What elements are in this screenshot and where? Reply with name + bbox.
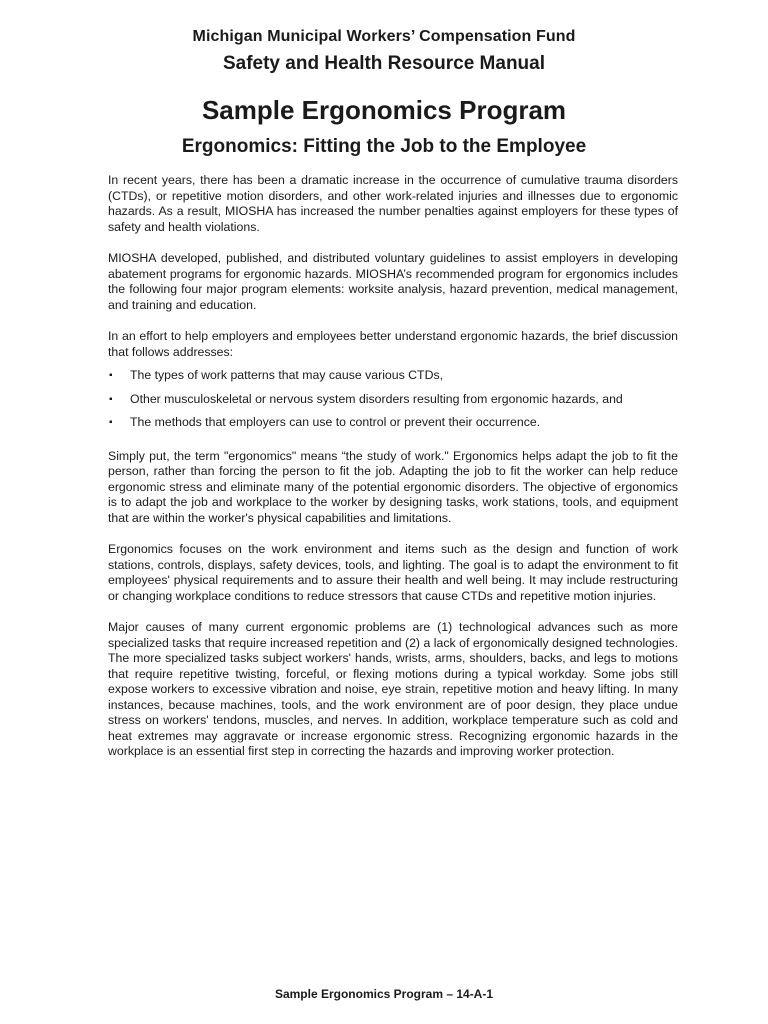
header-organization: Michigan Municipal Workers’ Compensation Fund bbox=[192, 28, 576, 45]
header-manual-title: Safety and Health Resource Manual bbox=[222, 53, 546, 74]
list-item-text: The types of work patterns that may cause various CTDs, bbox=[130, 368, 444, 382]
list-item bbox=[108, 368, 678, 384]
paragraph-major-causes: Major causes of many current ergonomic problems are (1) technological advances such as more specialized tasks that require increased repetition and (2) a lack of ergonomically designed technologies. The more specialized tasks subject workers' hands, wrists, arms, shoulders, backs, and legs to motions that require repetitive twisting, forceful, or flexing motions during a typical workday. Some jobs still expose workers to excessive vibration and noise, eye strain, repetitive motion and heavy lifting. In many instances, because machines, tools, and the work environment are of poor design, they place undue stress on workers' tendons, muscles, and nerves. In addition, workplace temperature such as cold and heat extremes may aggravate or increase ergonomic stress. Recognizing ergonomic hazards in the workplace is an essential first step in correcting the hazards and improving worker protection. bbox=[108, 620, 678, 758]
bullet-list bbox=[108, 368, 678, 431]
bullet-marker: ▪ bbox=[109, 370, 113, 381]
paragraph-miosha-guidelines: MIOSHA developed, published, and distributed voluntary guidelines to assist employers in developing abatement programs for ergonomic hazards. MIOSHA’s recommended program for ergonomics includes the following four major program elements: worksite analysis, hazard prevention, medical management, and training and education. bbox=[108, 251, 678, 312]
paragraph-intro: In recent years, there has been a dramatic increase in the occurrence of cumulative trauma disorders (CTDs), or repetitive motion disorders, and other work-related injuries and illnesses due to ergonomic hazards. As a result, MIOSHA has increased the number penalties against employers for these types of safety and health violations. bbox=[108, 173, 678, 234]
list-item-text: The methods that employers can use to control or prevent their occurrence. bbox=[130, 415, 541, 429]
page-footer: Sample Ergonomics Program – 14-A-1 bbox=[274, 987, 494, 1001]
paragraph-ergonomics-definition: Simply put, the term "ergonomics" means “the study of work." Ergonomics helps adapt the job to fit the person, rather than forcing the person to fit the job. Adapting the job to fit the worker can help reduce ergonomic stress and eliminate many of the potential ergonomic disorders. The objective of ergonomics is to adapt the job and workplace to the worker by designing tasks, work stations, tools, and equipment that are within the worker's physical capabilities and limitations. bbox=[108, 448, 678, 525]
document-body bbox=[108, 173, 678, 776]
bullet-marker: ▪ bbox=[109, 417, 113, 428]
document-title: Sample Ergonomics Program bbox=[201, 95, 567, 125]
list-item-text: Other musculoskeletal or nervous system disorders resulting from ergonomic hazards, and bbox=[130, 391, 623, 406]
bullet-marker: ▪ bbox=[109, 393, 113, 405]
list-item bbox=[108, 415, 678, 431]
paragraph-discussion-lead: In an effort to help employers and employees better understand ergonomic hazards, the brief discussion that follows addresses: bbox=[108, 329, 678, 359]
paragraph-work-environment: Ergonomics focuses on the work environment and items such as the design and function of work stations, controls, displays, safety devices, tools, and lighting. The goal is to adapt the environment to fit employees' physical requirements and to assure their health and well being. It may include restructuring or changing workplace conditions to reduce stressors that cause CTDs and repetitive motion injuries. bbox=[108, 542, 678, 603]
document-subtitle: Ergonomics: Fitting the Job to the Employee bbox=[181, 136, 587, 157]
list-item bbox=[108, 392, 678, 408]
